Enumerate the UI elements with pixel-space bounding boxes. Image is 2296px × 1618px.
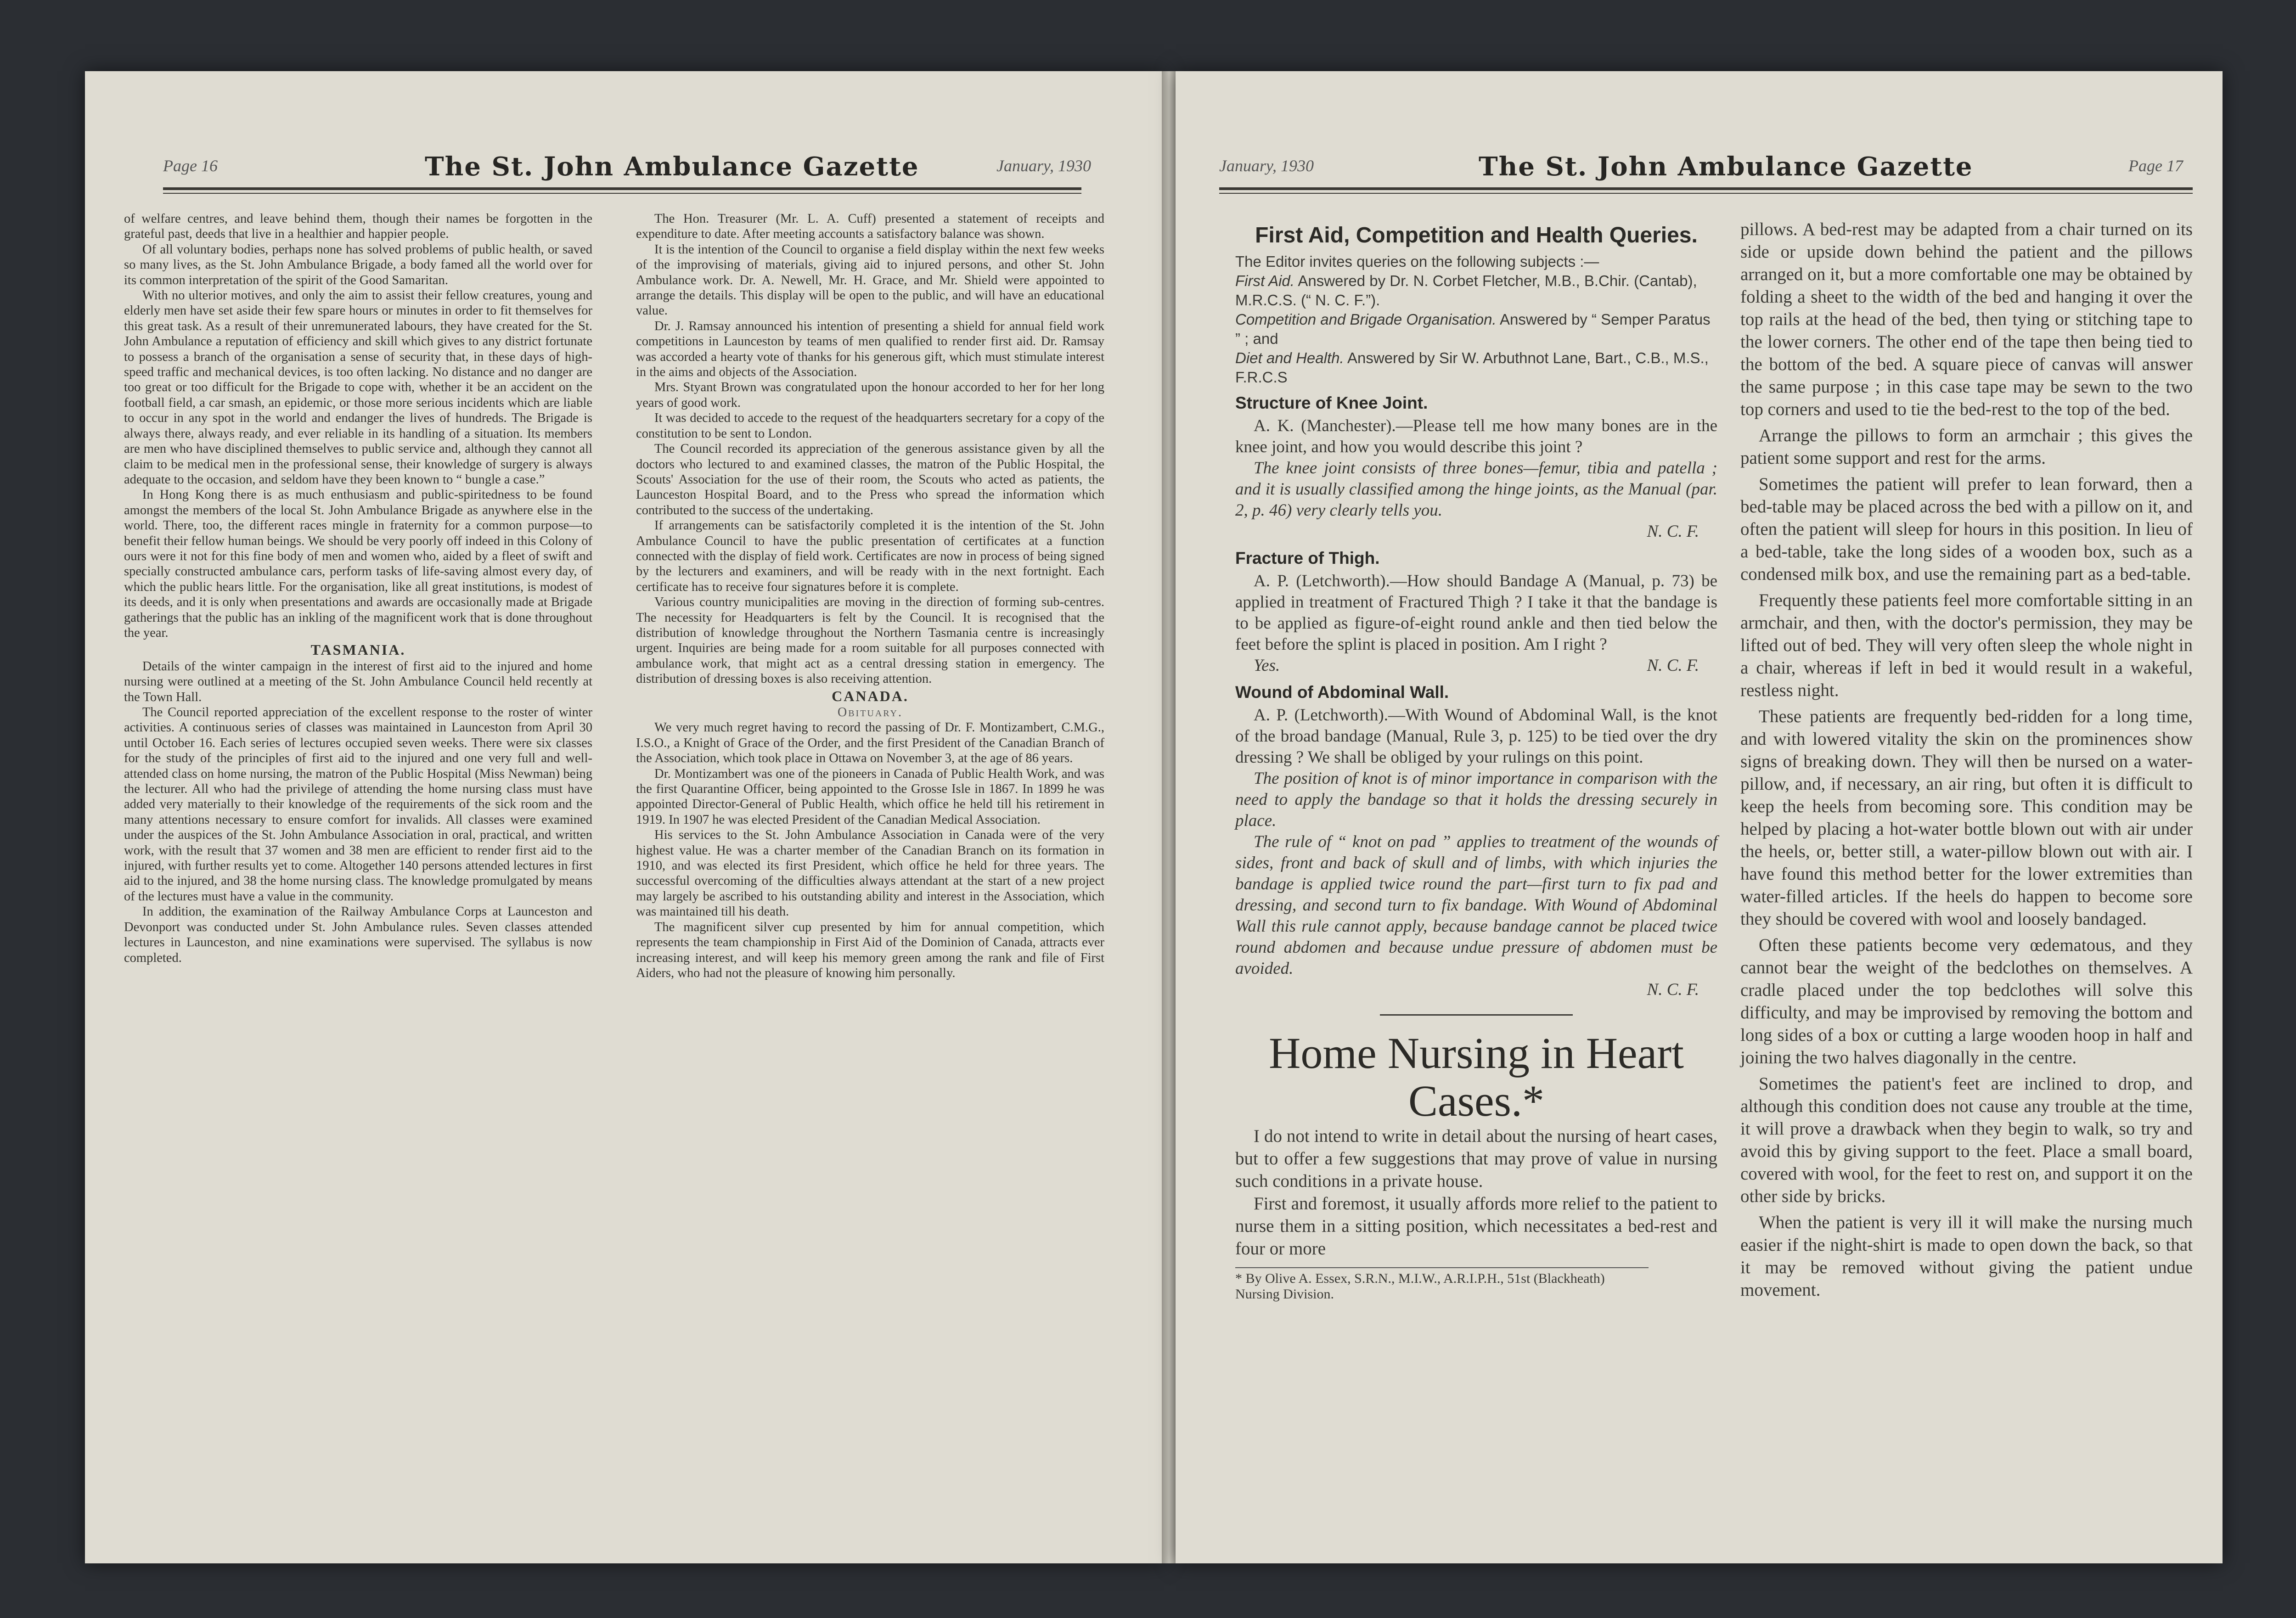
paragraph: Frequently these patients feel more comfortable sitting in an armchair, and then, with the doctor's permission, they may be lifted out of bed. They will very often sleep the whole night in a chair, whereas if left in bed it would result in a wakeful, restless night.	[1740, 590, 2193, 700]
paragraph: It was decided to accede to the request of the headquarters secretary for a copy of the constitution to be sent to London.	[636, 411, 1104, 441]
paragraph: Sometimes the patient will prefer to lean forward, then a bed-table may be placed across the bed with a pillow on it, and often the patient will sleep for hours in this position. In lieu of a bed-table, take the long sides of a wooden box, such as a condensed milk box, and use the remaining part as a bed-table.	[1740, 474, 2193, 584]
paragraph: Of all voluntary bodies, perhaps none has solved problems of public health, or saved so many lives, as the St. John Ambulance Brigade, a body famed all the world over for its common interpretation of the spirit of the Good Samaritan.	[124, 242, 592, 287]
paragraph: In addition, the examination of the Railway Ambulance Corps at Launceston and Devonport was conducted under St. John Ambulance rules. Seven classes attended lectures in Launceston, and nine examinations were supervised. The syllabus is now completed.	[124, 905, 592, 965]
paragraph: Mrs. Styant Brown was congratulated upon the honour accorded to her for her long years of good work.	[636, 380, 1104, 410]
right-page	[1176, 71, 2223, 1563]
query-text: A. P. (Letchworth).—How should Bandage A (Manual, p. 73) be applied in treatment of Fractured Thigh ? I take it that the bandage is to be applied as figure-of-eight round ankle and then tied below the feet before the splint is placed in position. Am I right ?	[1235, 572, 1717, 654]
section-heading-tasmania: TASMANIA.	[310, 641, 406, 658]
qa-intro: The Editor invites queries on the following subjects :—	[1235, 253, 1599, 270]
paragraph: With no ulterior motives, and only the aim to assist their fellow creatures, young and elderly men have set aside their few spare hours or minutes in order to fit themselves for this great task. As a result of their unremunerated labours, they have created for the St. John Ambulance a reputation of efficiency and skill which gives to any district fortunate to possess a branch of the organisation a sense of security that, in these days of high-speed traffic and mechanical devices, is too often lacking. No distance and no danger are too great or too difficult for the Brigade to cope with, whether it be an accident on the football field, a car smash, an epidemic, or those more serious incidents which are liable to occur in any spot in the world and endanger the lives of hundreds. The Brigade is always there, always ready, and ever reliable in its handling of a situation. Its members are men who have disciplined themselves to public service and, although they cannot all claim to be medical men in the professional sense, their knowledge of surgery is always adequate to the occasion, and seldom have they been known to “ bungle a case.”	[124, 288, 592, 487]
query-block	[1235, 416, 1717, 542]
query-heading: Fracture of Thigh.	[1235, 549, 1380, 567]
right-column-1	[1235, 223, 1717, 1302]
answer-line	[1235, 655, 1717, 676]
query-text: A. P. (Letchworth).—With Wound of Abdominal Wall, is the knot of the broad bandage (Manual, Rule 3, p. 125) to be tied over the dry dressing ? We shall be obliged by your rulings on this point.	[1235, 706, 1717, 767]
paragraph: The magnificent silver cup presented by him for annual competition, which represents the team championship in First Aid of the Dominion of Canada, attracts ever increasing interest, and will keep his memory green among the rank and file of First Aiders, who had not the pleasure of knowing him personally.	[636, 920, 1104, 980]
query-block	[1235, 705, 1717, 1000]
qa-subject-topic: Diet and Health.	[1235, 349, 1344, 366]
page-number: Page 17	[2128, 157, 2183, 175]
paragraph: In Hong Kong there is as much enthusiasm and public-spiritedness to be found amongst the members of the local St. John Ambulance Brigade as anywhere else in the world. There, too, the different races mingle in fraternity for a common purpose—to benefit their fellow human beings. We should be very poorly off indeed in this Colony of ours were it not for this fine body of men and women who, aided by a fleet of swift and specially constructed ambulance cars, perform tasks of life-saving almost every day, of which the public hears little. For the organisation, like all great institutions, is modest of its deeds, and it is only when presentations and awards are occasionally made at Brigade gatherings that the public has an inkling of the magnificent work that is done throughout the year.	[124, 488, 592, 640]
answer-signature: N. C. F.	[1647, 980, 1699, 999]
paragraph: We very much regret having to record the passing of Dr. F. Montizambert, C.M.G., I.S.O., a Knight of Grace of the Order, and the first President of the Canadian Branch of the Association, which took place in Ottawa on November 3, at the age of 86 years.	[636, 720, 1104, 766]
issue-date: January, 1930	[996, 157, 1091, 175]
header-rule-thin	[163, 193, 1081, 194]
footnote: * By Olive A. Essex, S.R.N., M.I.W., A.R.I.P.H., 51st (Blackheath) Nursing Division.	[1235, 1267, 1649, 1302]
query-heading: Structure of Knee Joint.	[1235, 393, 1428, 412]
paragraph: Details of the winter campaign in the interest of first aid to the injured and home nursing were outlined at a meeting of the St. John Ambulance Council held recently at the Town Hall.	[124, 659, 592, 704]
paragraph: First and foremost, it usually affords more relief to the patient to nurse them in a sitting position, which necessitates a bed-rest and four or more	[1235, 1194, 1717, 1258]
query-answer: The knee joint consists of three bones—femur, tibia and patella ; and it is usually classified among the hinge joints, as the Manual (par. 2, p. 46) very clearly tells you.	[1235, 459, 1717, 520]
paragraph: His services to the St. John Ambulance Association in Canada were of the very highest value. He was a charter member of the Canadian Branch on its formation in 1910, and was elected its first President, which office he held for three years. The successful overcoming of the difficulties always attendant at the start of a new project may largely be ascribed to his outstanding ability and interest in the Association, which was maintained till his death.	[636, 828, 1104, 919]
query-heading: Wound of Abdominal Wall.	[1235, 683, 1449, 702]
paragraph: Arrange the pillows to form an armchair ; this gives the patient some support and rest for the arms.	[1740, 426, 2193, 468]
page-number: Page 16	[163, 157, 218, 175]
paragraph: Various country municipalities are moving in the direction of forming sub-centres. The necessity for Headquarters is felt by the Council. It is recognised that the distribution of knowledge throughout the Northern Tasmania centre is increasingly urgent. Inquiries are being made for a room suitable for all purposes connected with ambulance work, that might act as a central dressing station in emergency. The distribution of dressing boxes is also receiving attention.	[636, 595, 1104, 686]
paragraph: Often these patients become very œdematous, and they cannot bear the weight of the bedclothes on themselves. A cradle placed under the top bedclothes will solve this difficulty, and may be improvised by removing the bottom and long sides of a box or cutting a large wooden hoop in half and joining the two halves diagonally in the centre.	[1740, 935, 2193, 1067]
paragraph: The Council reported appreciation of the excellent response to the roster of winter activities. A continuous series of classes was maintained in Launceston from April 30 until October 16. Each series of lectures occupied seven weeks. There were six classes for the study of the principles of first aid to the injured and one very full and well-attended class on home nursing, the matron of the Public Hospital (Miss Newman) being the lecturer. All who had the privilege of attending the home nursing class must have added very materially to their knowledge of the requirements of the sick room and the many attentions necessary to ensure comfort for invalids. All classes were examined under the auspices of the St. John Ambulance Association in oral, practical, and written work, with the result that 37 women and 38 men are efficient to render first aid to the injured, with further results yet to come. Altogether 140 persons attended lectures in first aid to the injured, and 38 the home nursing class. The knowledge promulgated by means of the lectures must have a value in the community.	[124, 705, 592, 904]
left-column-1	[124, 211, 592, 966]
qa-subject-topic: Competition and Brigade Organisation.	[1235, 311, 1497, 328]
masthead-title: The St. John Ambulance Gazette	[425, 152, 919, 182]
paragraph: These patients are frequently bed-ridden for a long time, and with lowered vitality the skin on the prominences show signs of breaking down. They will then be nursed on a water-pillow, and, if necessary, an air ring, but often it is difficult to keep the heels from becoming sore. This condition may be helped by placing a hot-water bottle blown out with air under the heels, or, better still, a water-pillow blown out with air. I have found this method better for the lower extremities than water-filled articles. If the heels do happen to become sore they should be covered with wool and loosely bandaged.	[1740, 707, 2193, 929]
qa-subject	[1235, 271, 1717, 310]
section-subheading-obituary: Obituary.	[837, 705, 903, 719]
paragraph: Dr. Montizambert was one of the pioneers in Canada of Public Health Work, and was the first Quarantine Officer, being appointed to the Grosse Isle in 1867. In 1899 he was appointed Director-General of Public Health, which office he held till his retirement in 1919. In 1907 he was elected President of the Canadian Medical Association.	[636, 766, 1104, 827]
answer-signature: N. C. F.	[1647, 522, 1699, 541]
masthead-title: The St. John Ambulance Gazette	[1479, 152, 1973, 182]
section-heading-canada: CANADA.	[832, 687, 909, 704]
qa-subject-text: Answered by “ Semper Paratus ” ; and	[1235, 311, 1711, 347]
left-page	[85, 71, 1164, 1563]
left-column-2	[636, 211, 1104, 981]
section-divider	[1380, 1014, 1573, 1016]
paragraph: of welfare centres, and leave behind them, though their names be forgotten in the grateful past, deeds that live in a healthier and happier people.	[124, 212, 592, 242]
paragraph: Sometimes the patient's feet are inclined to drop, and although this condition does not cause any trouble at the time, it will prove a drawback when they begin to walk, so try and avoid this by giving support to the feet. Place a small board, covered with wool, for the feet to rest on, and support it on the other side by bricks.	[1740, 1074, 2193, 1206]
paragraph: If arrangements can be satisfactorily completed it is the intention of the St. John Ambulance Council to have the public presentation of certificates at a function connected with the display of field work. Certificates are now in process of being signed by the lecturers and examiners, and will be ready with in the next fortnight. Each certificate has to receive four signatures before it is complete.	[636, 518, 1104, 594]
answer-signature: N. C. F.	[1647, 656, 1699, 675]
issue-date: January, 1930	[1219, 157, 1314, 175]
right-column-2	[1740, 218, 2193, 1305]
query-text: A. K. (Manchester).—Please tell me how many bones are in the knee joint, and how you would describe this joint ?	[1235, 416, 1717, 456]
paragraph: The Council recorded its appreciation of the generous assistance given by all the doctors who lectured to and examined classes, the matron of the Public Hospital, the Scouts' Association for the use of their room, the Scouts who acted as patients, the Launceston Hospital Board, and to the Press who spread the information which contributed to the success of the undertaking.	[636, 442, 1104, 517]
qa-subject	[1235, 348, 1717, 387]
paragraph: It is the intention of the Council to organise a field display within the next few weeks of the improvising of materials, giving aid to injured persons, and other St. John Ambulance work. Dr. A. Newell, Mr. H. Grace, and Mr. Shield were appointed to arrange the details. This display will be open to the public, and will have an educational value.	[636, 242, 1104, 318]
header-rule	[1219, 187, 2193, 190]
header-rule-thin	[1219, 193, 2193, 194]
article-body	[1235, 1125, 1717, 1260]
qa-section-title: First Aid, Competition and Health Queries.	[1255, 223, 1698, 247]
paragraph: Dr. J. Ramsay announced his intention of presenting a shield for annual field work competitions in Launceston by teams of men qualified to render first aid. Dr. Ramsay was accorded a hearty vote of thanks for his generous gift, which must stimulate interest in the aims and objects of the Association.	[636, 319, 1104, 380]
qa-subject-text: Answered by Dr. N. Corbet Fletcher, M.B., B.Chir. (Cantab), M.R.C.S. (“ N. C. F.”).	[1235, 272, 1697, 309]
header-rule	[163, 187, 1081, 190]
paragraph: The Hon. Treasurer (Mr. L. A. Cuff) presented a statement of receipts and expenditure to date. After meeting accounts a satisfactory balance was shown.	[636, 212, 1104, 242]
query-answer: The position of knot is of minor importance in comparison with the need to apply the bandage so that it holds the dressing securely in place.	[1235, 769, 1717, 830]
paragraph: pillows. A bed-rest may be adapted from a chair turned on its side or upside down behind the patient and the pillows arranged on it, but a more comfortable one may be obtained by folding a sheet to the width of the bed and hanging it over the top rails at the head of the bed, then tying or stitching tape to the lower corners. The other end of the tape then being tied to the bottom of the bed. A square piece of canvas will answer the same purpose ; in this case tape may be sewn to the two top corners and used to tie the bed-rest to the top of the bed.	[1740, 219, 2193, 419]
query-answer: The rule of “ knot on pad ” applies to treatment of the wounds of sides, front and back of skull and of limbs, with which injuries the bandage is applied twice round the part—first turn to fix pad and dressing, and second turn to fix bandage. With Wound of Abdominal Wall this rule cannot apply, because bandage cannot be placed twice round abdomen and because undue pressure of abdomen must be avoided.	[1235, 832, 1717, 978]
article-title: Home Nursing in Heart Cases.*	[1269, 1028, 1684, 1125]
paragraph: I do not intend to write in detail about the nursing of heart cases, but to offer a few suggestions that may prove of value in nursing such conditions in a private house.	[1235, 1126, 1717, 1191]
paragraph: When the patient is very ill it will make the nursing much easier if the night-shirt is made to open down the back, so that it may be removed without giving the patient undue movement.	[1740, 1213, 2193, 1300]
qa-subject-text: Answered by Sir W. Arbuthnot Lane, Bart., C.B., M.S., F.R.C.S	[1235, 349, 1709, 386]
query-block	[1235, 571, 1717, 676]
qa-subject	[1235, 310, 1717, 348]
query-answer: Yes.	[1254, 656, 1280, 675]
qa-subject-topic: First Aid.	[1235, 272, 1294, 289]
